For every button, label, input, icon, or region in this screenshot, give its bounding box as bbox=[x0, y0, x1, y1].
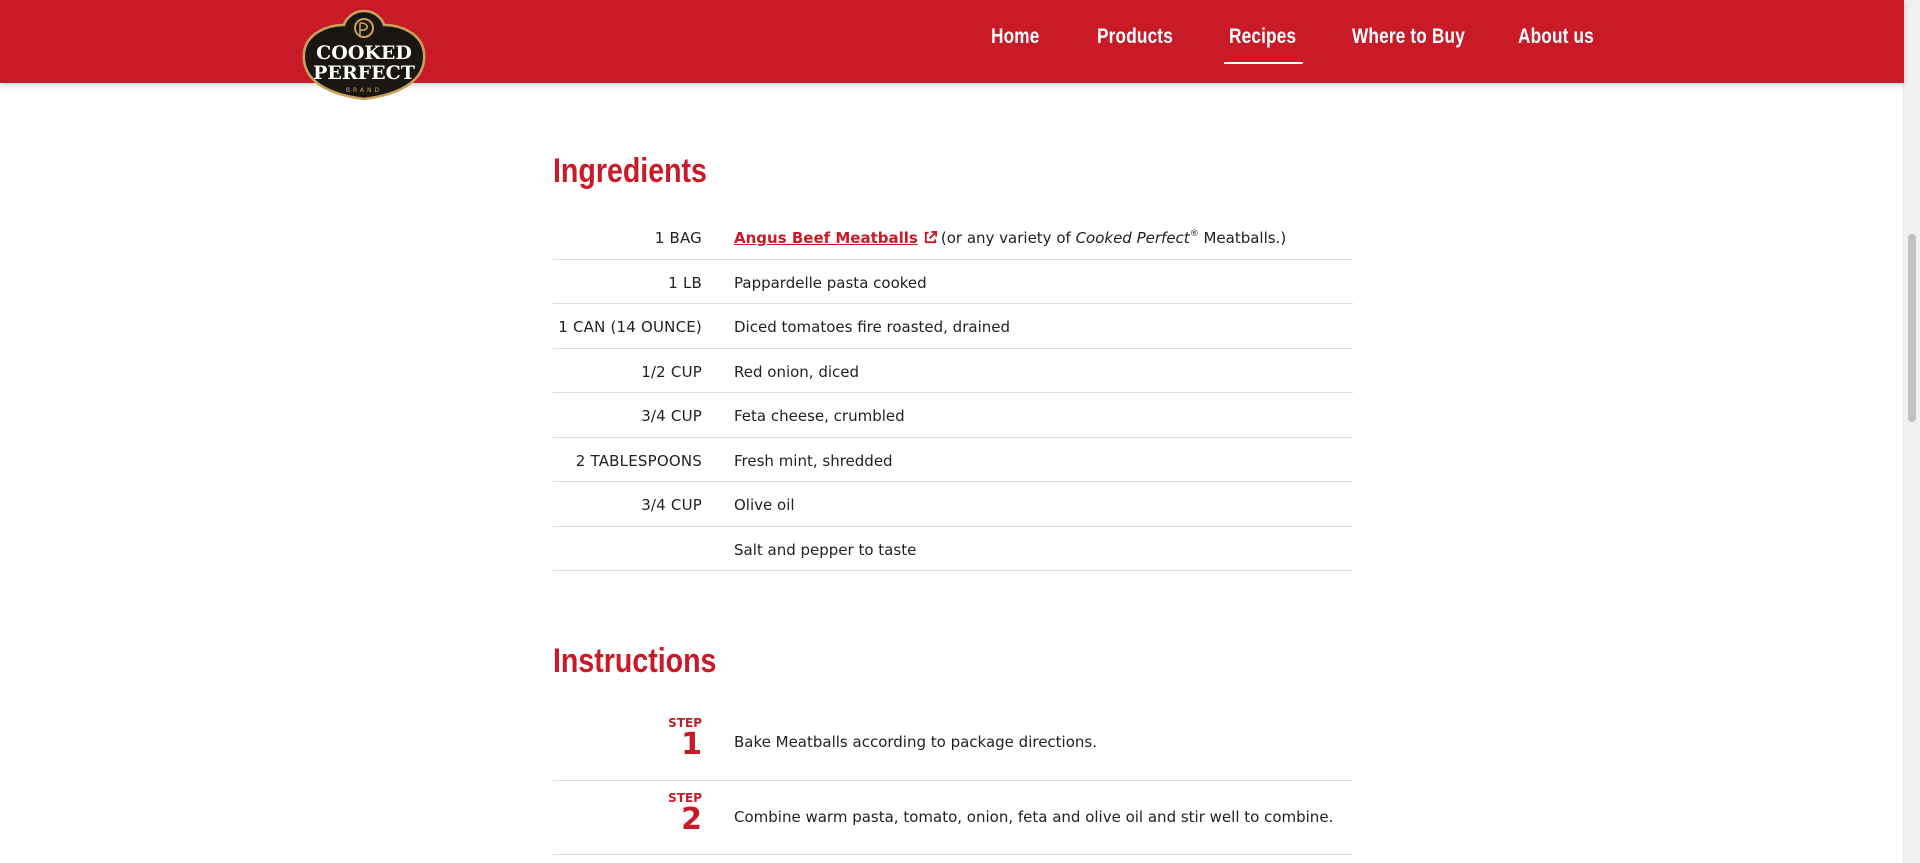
ingredient-note-brand: Cooked Perfect bbox=[1075, 229, 1190, 247]
ingredient-qty: 1 BAG bbox=[654, 229, 702, 247]
ingredient-qty: 3/4 CUP bbox=[641, 496, 702, 514]
nav-where-to-buy[interactable]: Where to Buy bbox=[1352, 25, 1465, 48]
step-word: STEP bbox=[668, 716, 702, 730]
step-label bbox=[668, 791, 702, 835]
nav-products[interactable]: Products bbox=[1097, 25, 1173, 48]
ingredient-item: Diced tomatoes fire roasted, drained bbox=[734, 318, 1010, 336]
step-word: STEP bbox=[668, 790, 702, 805]
nav-about-us[interactable]: About us bbox=[1518, 25, 1594, 48]
ingredient-row bbox=[553, 438, 1353, 483]
step-label bbox=[668, 716, 702, 760]
nav-home[interactable]: Home bbox=[991, 25, 1040, 48]
step-text: Bake Meatballs according to package directions. bbox=[734, 733, 1097, 751]
instruction-step bbox=[553, 781, 1353, 856]
logo-line2: PERFECT bbox=[313, 62, 415, 84]
ingredient-item bbox=[734, 229, 1286, 249]
ingredient-note-post: Meatballs.) bbox=[1198, 229, 1287, 247]
ingredient-note-pre: (or any variety of bbox=[940, 229, 1076, 247]
ingredients-table bbox=[553, 215, 1353, 571]
ingredient-item: Feta cheese, crumbled bbox=[734, 407, 905, 425]
instructions-title: Instructions bbox=[553, 642, 717, 680]
ingredient-item: Fresh mint, shredded bbox=[734, 451, 893, 470]
nav-recipes[interactable]: Recipes bbox=[1229, 25, 1296, 65]
angus-beef-meatballs-link[interactable]: Angus Beef Meatballs bbox=[734, 229, 918, 247]
ingredient-item: Pappardelle pasta cooked bbox=[734, 273, 927, 292]
ingredient-row bbox=[553, 393, 1353, 438]
ingredient-row bbox=[553, 527, 1353, 572]
ingredient-qty: 1 CAN (14 OUNCE) bbox=[558, 318, 702, 336]
instructions-list bbox=[553, 706, 1353, 855]
ingredient-row bbox=[553, 260, 1353, 305]
external-link-icon[interactable] bbox=[923, 230, 938, 249]
ingredient-qty: 2 TABLESPOONS bbox=[575, 451, 702, 470]
site-header bbox=[0, 0, 1904, 83]
scrollbar-thumb[interactable] bbox=[1908, 234, 1916, 422]
step-number: 1 bbox=[681, 727, 702, 762]
cooked-perfect-logo[interactable] bbox=[300, 9, 428, 101]
ingredient-row bbox=[553, 349, 1353, 394]
step-text: Combine warm pasta, tomato, onion, feta and olive oil and stir well to combine. bbox=[734, 807, 1334, 826]
instruction-step bbox=[553, 706, 1353, 781]
ingredient-row bbox=[553, 215, 1353, 260]
logo-sub: BRAND bbox=[345, 87, 383, 94]
ingredient-item: Salt and pepper to taste bbox=[734, 540, 917, 559]
ingredient-qty: 3/4 CUP bbox=[641, 407, 702, 425]
ingredient-qty: 1 LB bbox=[668, 273, 702, 292]
step-number: 2 bbox=[681, 801, 702, 837]
ingredient-item: Olive oil bbox=[734, 496, 795, 514]
ingredient-qty: 1/2 CUP bbox=[641, 362, 702, 381]
page-scrollbar[interactable] bbox=[1903, 0, 1920, 863]
ingredients-title: Ingredients bbox=[553, 152, 707, 190]
logo-line1: COOKED bbox=[316, 42, 412, 64]
ingredient-row bbox=[553, 482, 1353, 527]
ingredient-item: Red onion, diced bbox=[734, 362, 860, 381]
ingredient-row bbox=[553, 304, 1353, 349]
registered-mark: ® bbox=[1189, 229, 1199, 239]
